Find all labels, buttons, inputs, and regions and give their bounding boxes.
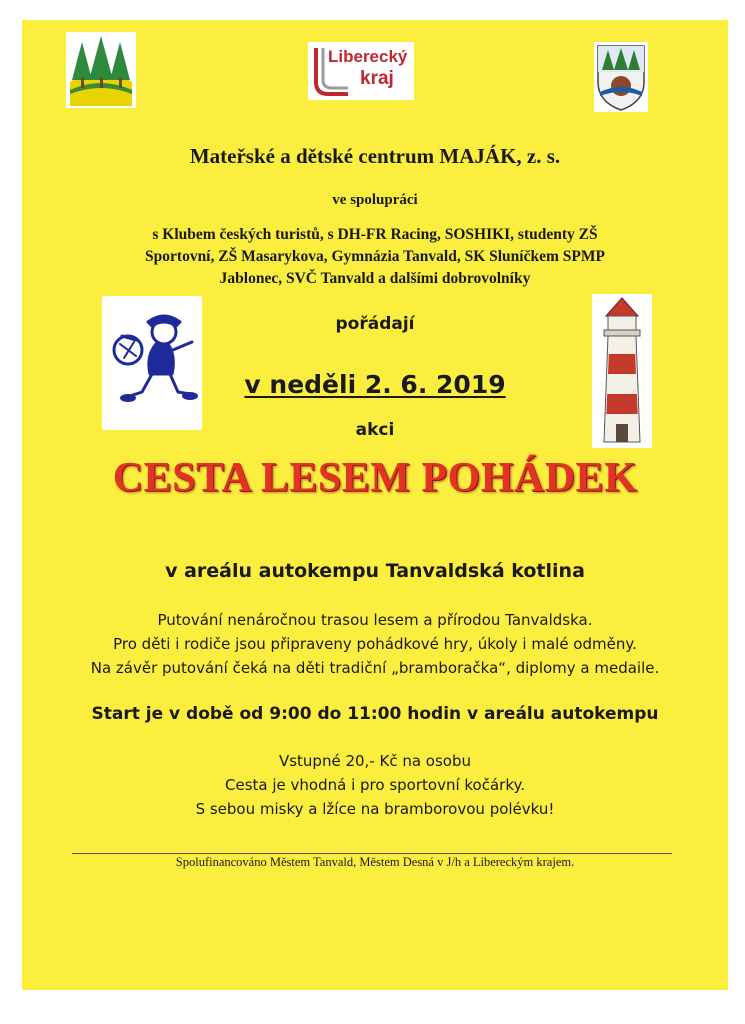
footer-note: Spolufinancováno Městem Tanvald, Městem Desná v J/h a Libereckým krajem. <box>175 855 575 869</box>
fee-line-2: Cesta je vhodná i pro sportovní kočárky. <box>225 776 525 794</box>
description-line-3: Na závěr putování čeká na děti tradiční „bramboračka“, diplomy a medaile. <box>90 659 660 677</box>
kraj-line1: Liberecký <box>328 47 408 66</box>
organize-label: pořádají <box>335 314 415 334</box>
tanvald-emblem <box>594 42 648 112</box>
collaboration-label: ve spolupráci <box>332 192 418 208</box>
partners-line-1: s Klubem českých turistů, s DH-FR Racing, SOSHIKI, studenty ZŠ <box>152 226 598 243</box>
venue: v areálu autokempu Tanvaldská kotlina <box>165 560 585 582</box>
liberecky-kraj-logo <box>308 42 414 100</box>
description-line-2: Pro děti i rodiče jsou připraveny pohádkové hry, úkoly i malé odměny. <box>113 635 637 653</box>
partners-line-2: Sportovní, ZŠ Masarykova, Gymnázia Tanvald, SK Sluníčkem SPMP <box>145 248 605 265</box>
poster <box>22 20 728 990</box>
event-title: CESTA LESEM POHÁDEK <box>112 455 638 501</box>
trees-icon <box>66 32 136 108</box>
description-line-1: Putování nenáročnou trasou lesem a přírodou Tanvaldska. <box>157 611 593 629</box>
footer-divider <box>72 853 672 854</box>
start-info: Start je v době od 9:00 do 11:00 hodin v areálu autokempu <box>91 704 659 724</box>
organization-title: Mateřské a dětské centrum MAJÁK, z. s. <box>189 144 561 168</box>
event-word: akci <box>355 420 395 440</box>
fee-line-3: S sebou misky a lžíce na bramborovou polévku! <box>195 800 555 818</box>
partners-line-3: Jablonec, SVČ Tanvald a dalšími dobrovolníky <box>219 270 531 287</box>
fee-line-1: Vstupné 20,- Kč na osobu <box>278 752 472 770</box>
kraj-line2: kraj <box>360 68 394 89</box>
tanvald-shield-icon <box>594 42 648 112</box>
event-date: v neděli 2. 6. 2019 <box>244 370 506 399</box>
trees-emblem <box>66 32 136 108</box>
